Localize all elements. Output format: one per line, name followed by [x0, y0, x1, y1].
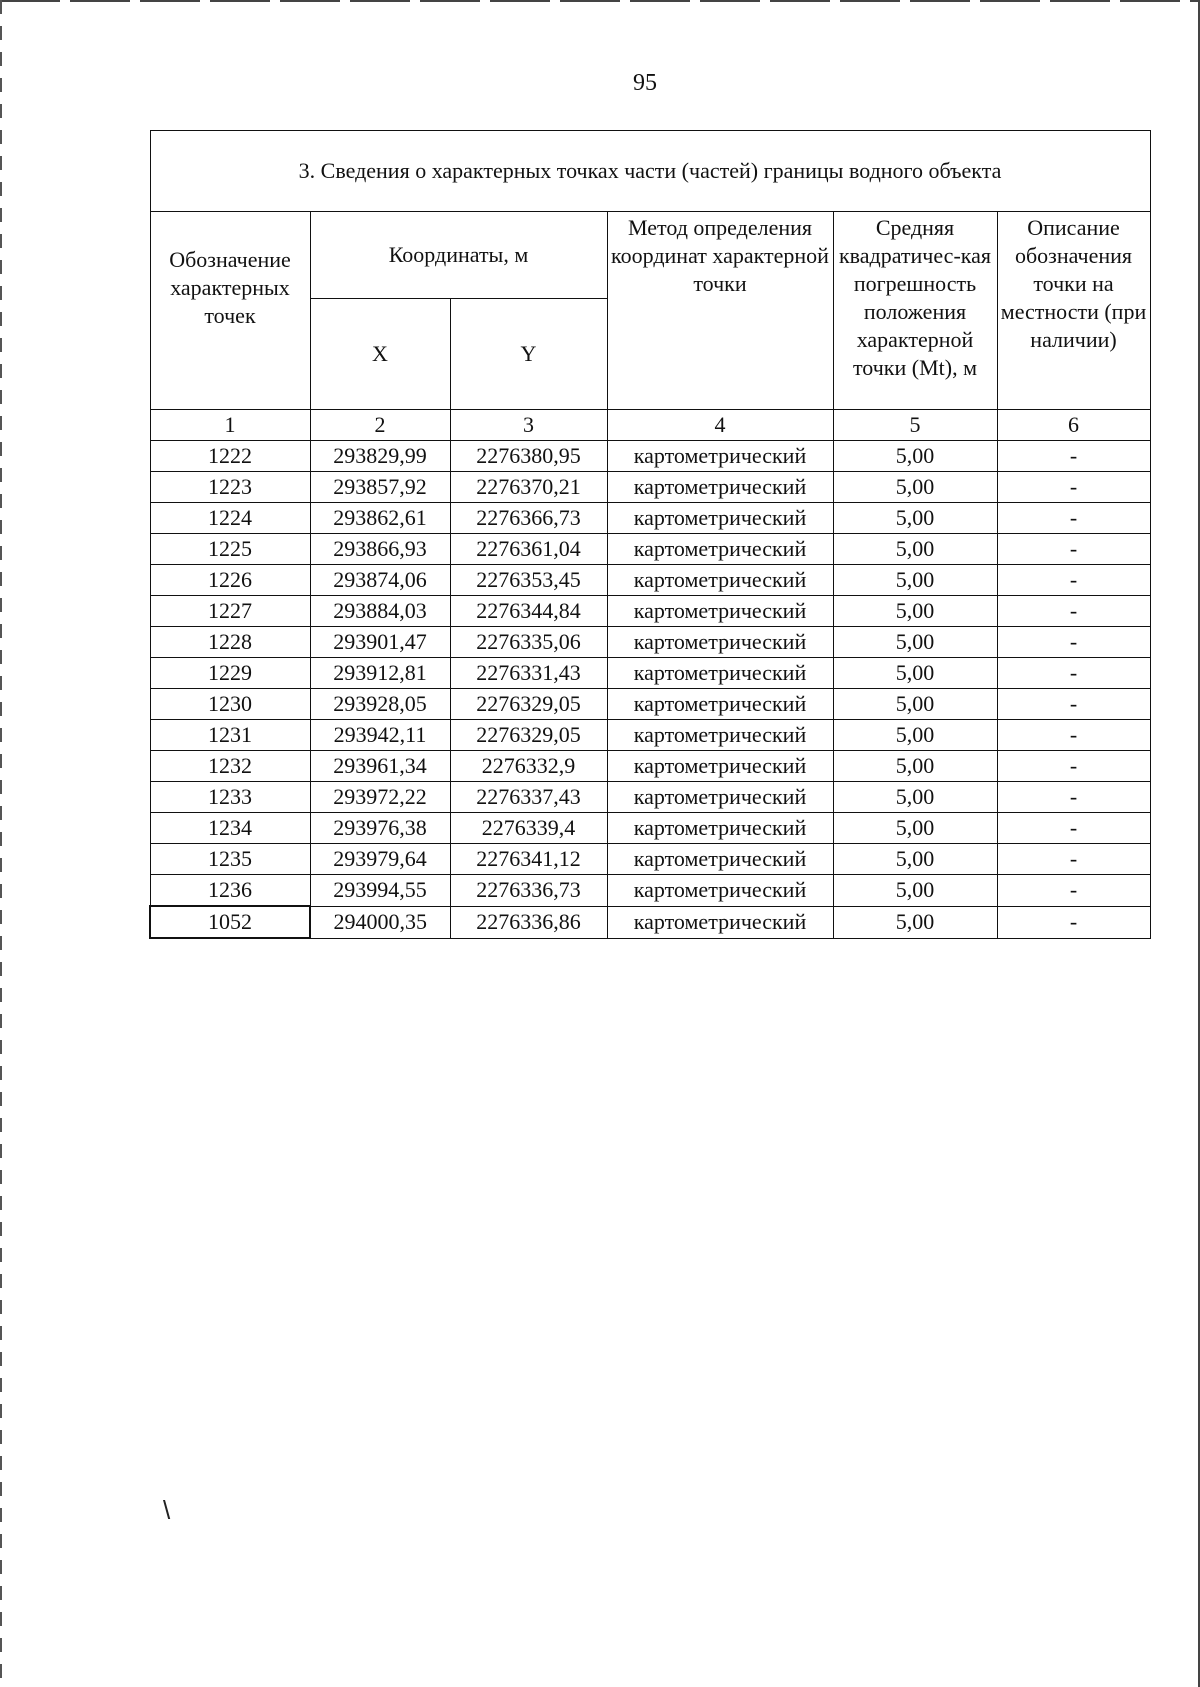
method-cell: картометрический — [607, 844, 833, 875]
column-number: 4 — [607, 410, 833, 441]
method-cell: картометрический — [607, 906, 833, 938]
characteristic-points-table — [149, 130, 1151, 939]
x-coordinate-cell: 293942,11 — [310, 720, 450, 751]
header-row-1 — [150, 212, 1150, 299]
description-cell: - — [997, 503, 1150, 534]
error-cell: 5,00 — [833, 751, 997, 782]
method-cell: картометрический — [607, 627, 833, 658]
x-coordinate-cell: 293994,55 — [310, 875, 450, 907]
error-cell: 5,00 — [833, 906, 997, 938]
description-cell: - — [997, 813, 1150, 844]
method-cell: картометрический — [607, 441, 833, 472]
error-cell: 5,00 — [833, 565, 997, 596]
point-id-cell: 1233 — [150, 782, 310, 813]
table-title-row — [150, 131, 1150, 212]
scan-left-edge — [0, 0, 2, 1687]
point-id-cell: 1235 — [150, 844, 310, 875]
header-x: X — [310, 299, 450, 410]
point-id-cell: 1231 — [150, 720, 310, 751]
x-coordinate-cell: 293866,93 — [310, 534, 450, 565]
method-cell: картометрический — [607, 596, 833, 627]
point-id-cell: 1223 — [150, 472, 310, 503]
column-number: 5 — [833, 410, 997, 441]
description-cell: - — [997, 751, 1150, 782]
table-row — [150, 596, 1150, 627]
method-cell: картометрический — [607, 503, 833, 534]
error-cell: 5,00 — [833, 534, 997, 565]
column-number-row — [150, 410, 1150, 441]
point-id-cell: 1225 — [150, 534, 310, 565]
point-id-cell: 1228 — [150, 627, 310, 658]
description-cell: - — [997, 844, 1150, 875]
description-cell: - — [997, 596, 1150, 627]
point-id-cell: 1227 — [150, 596, 310, 627]
method-cell: картометрический — [607, 813, 833, 844]
y-coordinate-cell: 2276329,05 — [450, 689, 607, 720]
description-cell: - — [997, 782, 1150, 813]
error-cell: 5,00 — [833, 596, 997, 627]
error-cell: 5,00 — [833, 689, 997, 720]
y-coordinate-cell: 2276341,12 — [450, 844, 607, 875]
error-cell: 5,00 — [833, 441, 997, 472]
y-coordinate-cell: 2276339,4 — [450, 813, 607, 844]
x-coordinate-cell: 293862,61 — [310, 503, 450, 534]
description-cell: - — [997, 565, 1150, 596]
method-cell: картометрический — [607, 689, 833, 720]
x-coordinate-cell: 293976,38 — [310, 813, 450, 844]
scan-top-edge — [0, 0, 1200, 2]
method-cell: картометрический — [607, 565, 833, 596]
header-point-designation: Обозначение характерных точек — [150, 212, 310, 410]
y-coordinate-cell: 2276366,73 — [450, 503, 607, 534]
table-title: 3. Сведения о характерных точках части (частей) границы водного объекта — [150, 131, 1150, 212]
y-coordinate-cell: 2276331,43 — [450, 658, 607, 689]
y-coordinate-cell: 2276332,9 — [450, 751, 607, 782]
x-coordinate-cell: 293829,99 — [310, 441, 450, 472]
method-cell: картометрический — [607, 751, 833, 782]
method-cell: картометрический — [607, 782, 833, 813]
table-row — [150, 658, 1150, 689]
header-method: Метод определения координат характерной точки — [607, 212, 833, 410]
method-cell: картометрический — [607, 534, 833, 565]
table-row — [150, 844, 1150, 875]
point-id-cell: 1229 — [150, 658, 310, 689]
description-cell: - — [997, 534, 1150, 565]
table-row — [150, 472, 1150, 503]
y-coordinate-cell: 2276336,73 — [450, 875, 607, 907]
y-coordinate-cell: 2276361,04 — [450, 534, 607, 565]
description-cell: - — [997, 875, 1150, 907]
y-coordinate-cell: 2276337,43 — [450, 782, 607, 813]
table-row — [150, 627, 1150, 658]
method-cell: картометрический — [607, 658, 833, 689]
description-cell: - — [997, 441, 1150, 472]
page-number: 95 — [633, 70, 657, 96]
description-cell: - — [997, 658, 1150, 689]
table-row — [150, 441, 1150, 472]
method-cell: картометрический — [607, 720, 833, 751]
y-coordinate-cell: 2276380,95 — [450, 441, 607, 472]
table-row — [150, 689, 1150, 720]
error-cell: 5,00 — [833, 472, 997, 503]
y-coordinate-cell: 2276329,05 — [450, 720, 607, 751]
table-row — [150, 875, 1150, 907]
x-coordinate-cell: 293901,47 — [310, 627, 450, 658]
table-row — [150, 534, 1150, 565]
table-row — [150, 751, 1150, 782]
table-row — [150, 720, 1150, 751]
x-coordinate-cell: 293884,03 — [310, 596, 450, 627]
table-row — [150, 813, 1150, 844]
table-row — [150, 906, 1150, 938]
point-id-cell: 1230 — [150, 689, 310, 720]
x-coordinate-cell: 293857,92 — [310, 472, 450, 503]
stray-mark: \ — [163, 1495, 171, 1525]
table-body — [150, 441, 1150, 939]
table-row — [150, 782, 1150, 813]
column-number: 6 — [997, 410, 1150, 441]
header-coordinates: Координаты, м — [310, 212, 607, 299]
header-error: Средняя квадратичес-кая погрешность положения характерной точки (Mt), м — [833, 212, 997, 410]
x-coordinate-cell: 293979,64 — [310, 844, 450, 875]
description-cell: - — [997, 906, 1150, 938]
y-coordinate-cell: 2276335,06 — [450, 627, 607, 658]
point-id-cell: 1232 — [150, 751, 310, 782]
column-number: 1 — [150, 410, 310, 441]
x-coordinate-cell: 293912,81 — [310, 658, 450, 689]
error-cell: 5,00 — [833, 844, 997, 875]
point-id-cell: 1222 — [150, 441, 310, 472]
x-coordinate-cell: 293972,22 — [310, 782, 450, 813]
error-cell: 5,00 — [833, 875, 997, 907]
x-coordinate-cell: 293961,34 — [310, 751, 450, 782]
x-coordinate-cell: 293874,06 — [310, 565, 450, 596]
y-coordinate-cell: 2276336,86 — [450, 906, 607, 938]
table-row — [150, 565, 1150, 596]
error-cell: 5,00 — [833, 627, 997, 658]
y-coordinate-cell: 2276353,45 — [450, 565, 607, 596]
method-cell: картометрический — [607, 875, 833, 907]
table-row — [150, 503, 1150, 534]
point-id-cell: 1236 — [150, 875, 310, 907]
header-y: Y — [450, 299, 607, 410]
description-cell: - — [997, 720, 1150, 751]
y-coordinate-cell: 2276370,21 — [450, 472, 607, 503]
error-cell: 5,00 — [833, 720, 997, 751]
point-id-cell: 1224 — [150, 503, 310, 534]
header-description: Описание обозначения точки на местности (при наличии) — [997, 212, 1150, 410]
point-id-cell: 1226 — [150, 565, 310, 596]
x-coordinate-cell: 294000,35 — [310, 906, 450, 938]
error-cell: 5,00 — [833, 658, 997, 689]
error-cell: 5,00 — [833, 503, 997, 534]
column-number: 2 — [310, 410, 450, 441]
method-cell: картометрический — [607, 472, 833, 503]
point-id-cell: 1234 — [150, 813, 310, 844]
y-coordinate-cell: 2276344,84 — [450, 596, 607, 627]
error-cell: 5,00 — [833, 813, 997, 844]
description-cell: - — [997, 689, 1150, 720]
x-coordinate-cell: 293928,05 — [310, 689, 450, 720]
error-cell: 5,00 — [833, 782, 997, 813]
description-cell: - — [997, 472, 1150, 503]
point-id-cell: 1052 — [150, 906, 310, 938]
description-cell: - — [997, 627, 1150, 658]
column-number: 3 — [450, 410, 607, 441]
